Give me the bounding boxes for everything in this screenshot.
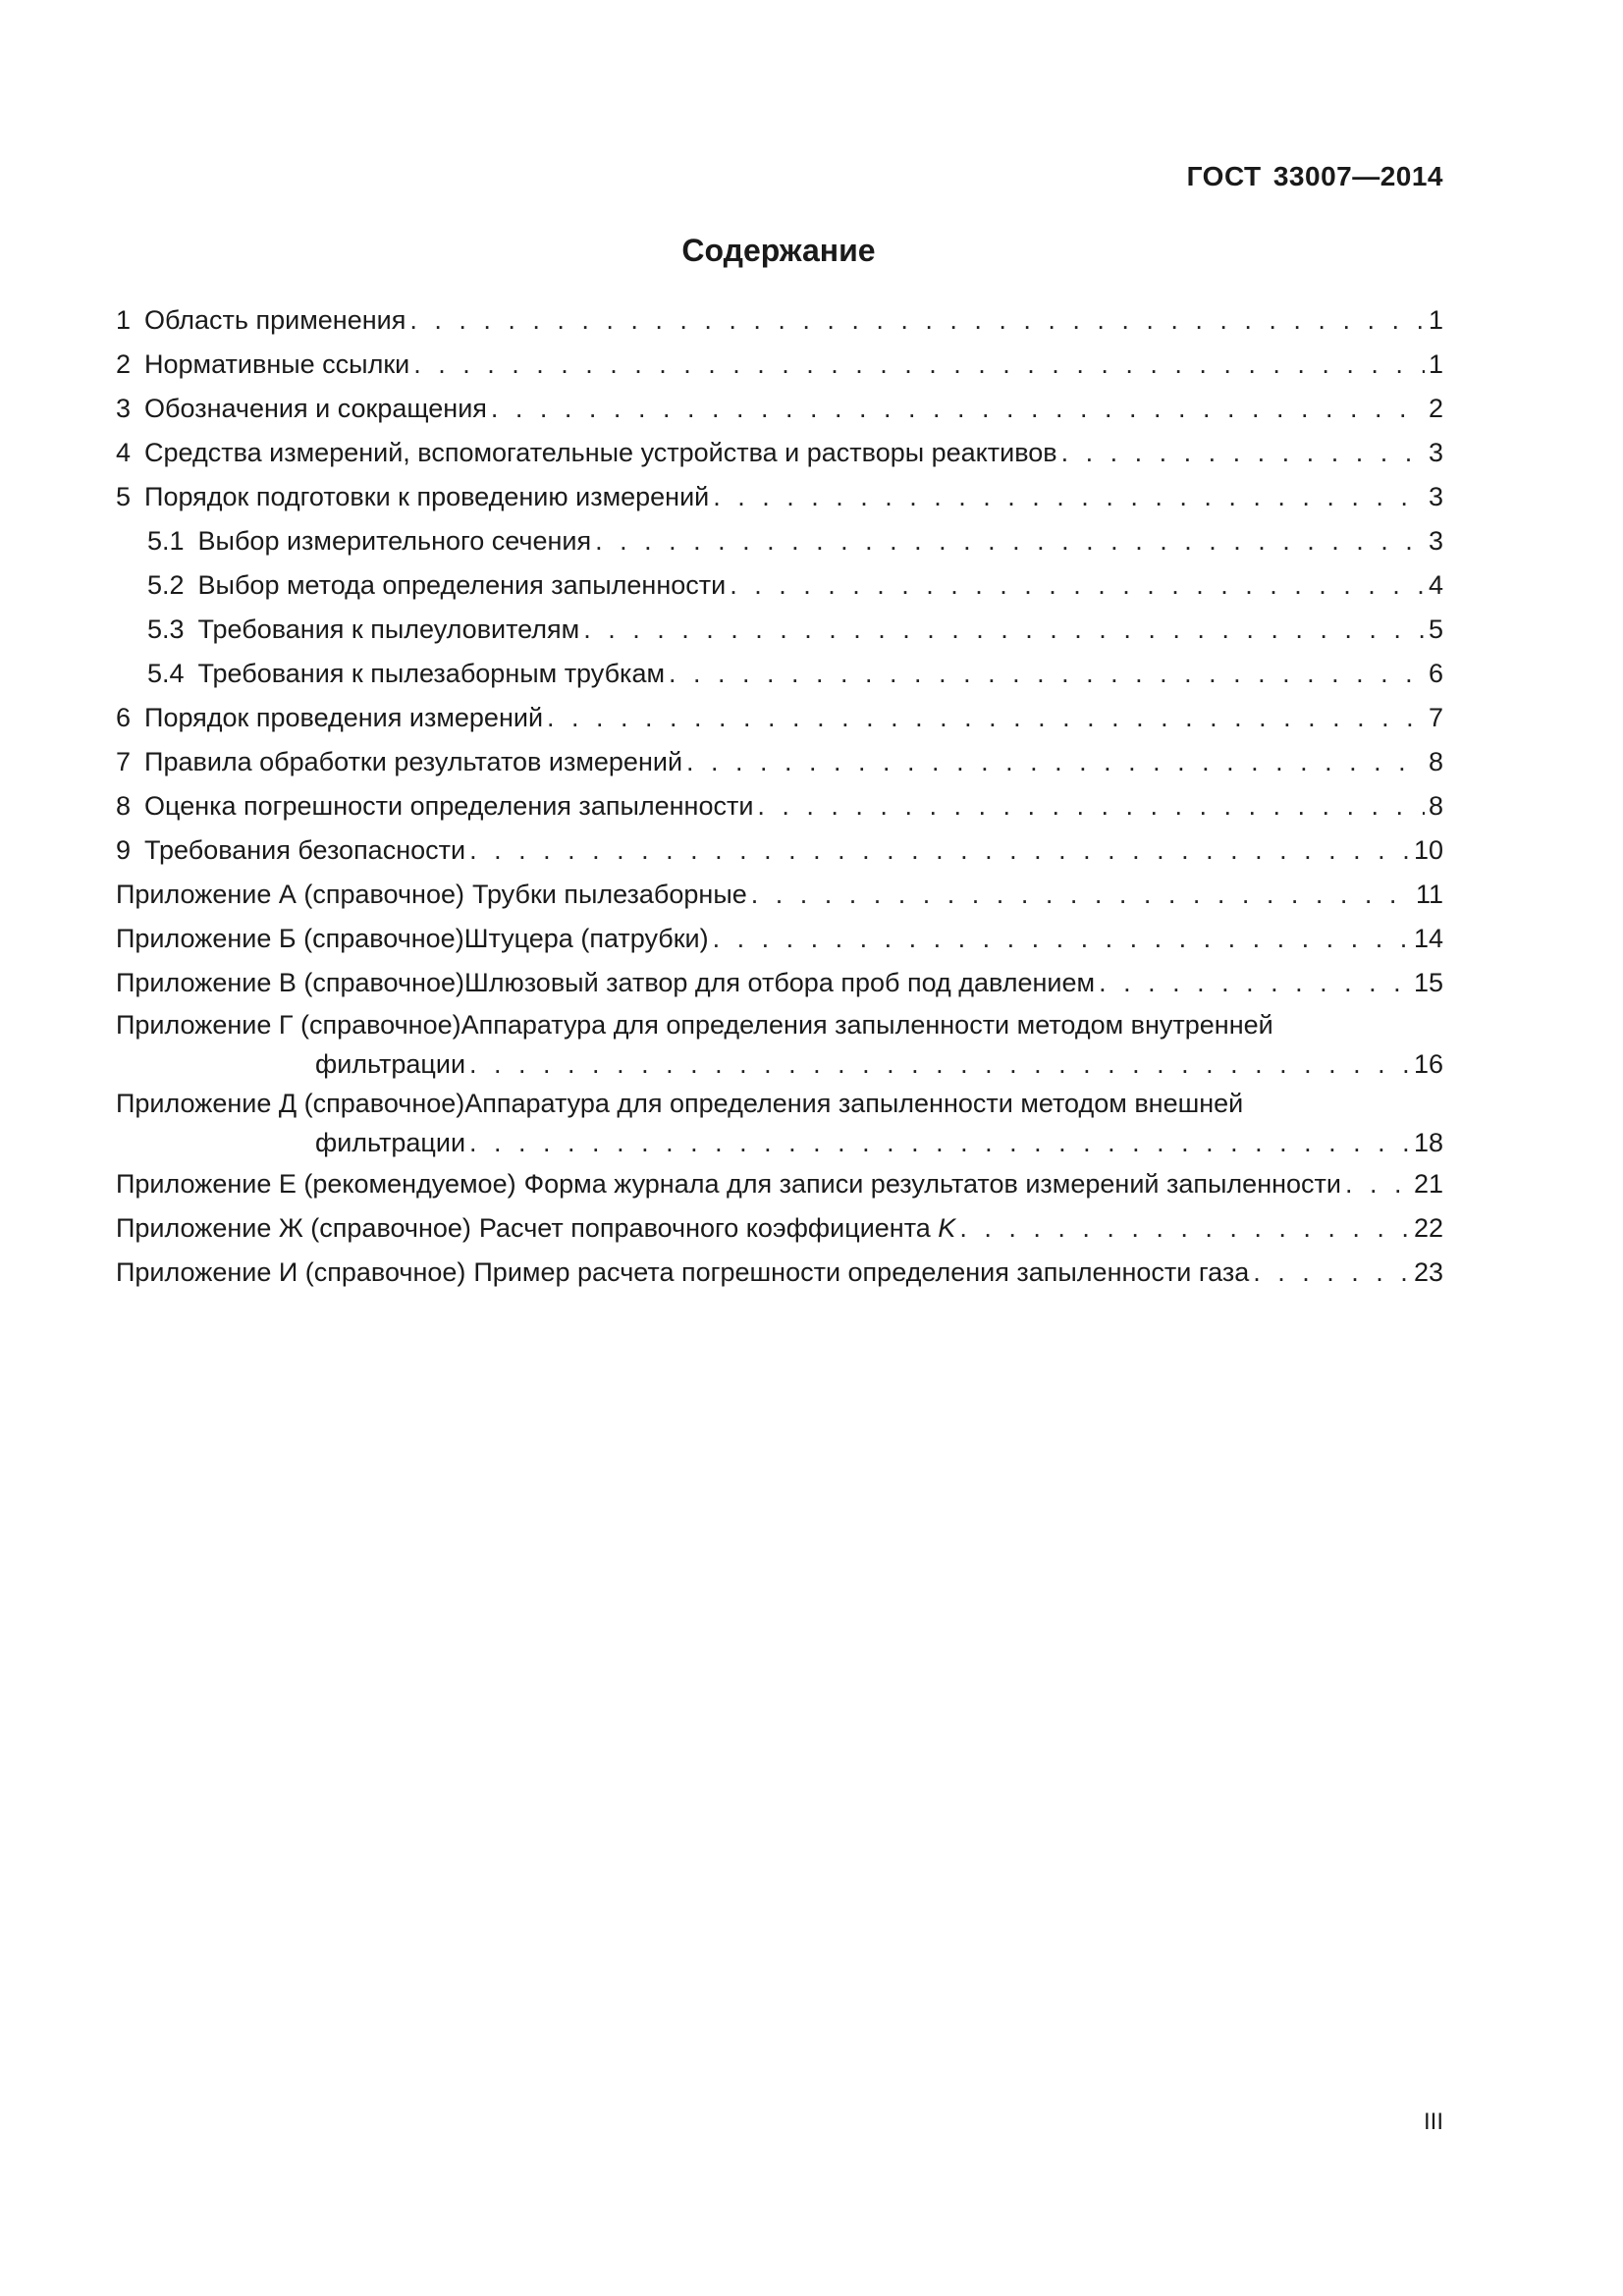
dot-leader — [713, 917, 1410, 961]
appendix-continuation-line — [116, 1123, 1443, 1162]
dot-leader — [469, 1123, 1410, 1162]
toc-entry-5-2[interactable] — [116, 563, 1443, 608]
toc-entry-page: 2 — [1428, 394, 1443, 423]
appendix-title-continuation: фильтрации — [315, 1049, 466, 1079]
toc-appendix-zh[interactable] — [116, 1206, 1443, 1251]
dot-leader — [713, 475, 1425, 519]
appendix-title: Аппаратура для определения запыленности методом внутренней — [460, 1010, 1273, 1040]
appendix-title: Шлюзовый затвор для отбора проб под давлением — [463, 968, 1096, 997]
toc-appendix-i[interactable] — [116, 1251, 1443, 1295]
toc-entry-text: Выбор измерительного сечения — [197, 526, 592, 556]
appendix-label: Приложение Ж (справочное) — [116, 1213, 471, 1243]
toc-entry-number: 7 — [116, 747, 132, 776]
toc-title: Содержание — [681, 233, 876, 268]
dot-leader — [491, 387, 1425, 431]
toc-entry-page: 4 — [1428, 570, 1443, 600]
toc-entry-3[interactable] — [116, 387, 1443, 431]
toc-entry-text: Требования к пылеуловителям — [197, 614, 580, 644]
toc-entry-text: Требования безопасности — [144, 835, 466, 865]
toc-entry-text: Обозначения и сокращения — [144, 394, 487, 423]
toc-entry-5-1[interactable] — [116, 519, 1443, 563]
toc-entry-number: 5.3 — [147, 614, 185, 644]
appendix-title-continuation: фильтрации — [315, 1128, 466, 1157]
dot-leader — [583, 608, 1425, 652]
toc-entry-text: Нормативные ссылки — [144, 349, 410, 379]
dot-leader — [730, 563, 1425, 608]
toc-entry-number: 3 — [116, 394, 132, 423]
toc-entry-page: 8 — [1428, 747, 1443, 776]
toc-entry-number: 1 — [116, 305, 132, 335]
toc-entry-8[interactable] — [116, 784, 1443, 828]
appendix-page: 23 — [1413, 1257, 1443, 1287]
toc-entry-5-4[interactable] — [116, 652, 1443, 696]
toc-entry-page: 8 — [1428, 791, 1443, 821]
appendix-title: Аппаратура для определения запыленности методом внешней — [464, 1089, 1244, 1118]
appendix-title: Форма журнала для записи результатов измерений запыленности — [523, 1169, 1341, 1199]
dot-leader — [409, 298, 1425, 343]
dot-leader — [1099, 961, 1410, 1005]
toc-entry-number: 5.1 — [147, 526, 185, 556]
dot-leader — [1345, 1162, 1410, 1206]
appendix-label: Приложение А (справочное) — [116, 880, 464, 909]
toc-entry-text: Порядок проведения измерений — [144, 703, 544, 732]
appendix-label: Приложение Д (справочное) — [116, 1089, 465, 1118]
appendix-label: Приложение И (справочное) — [116, 1257, 466, 1287]
dot-leader — [595, 519, 1425, 563]
page-number: III — [1423, 2109, 1443, 2135]
toc-entry-9[interactable] — [116, 828, 1443, 873]
toc-entry-text: Оценка погрешности определения запыленности — [144, 791, 754, 821]
appendix-page: 11 — [1415, 880, 1443, 909]
toc-entry-text: Требования к пылезаборным трубкам — [197, 659, 666, 688]
toc-entry-text: Выбор метода определения запыленности — [197, 570, 727, 600]
toc-entry-2[interactable] — [116, 343, 1443, 387]
appendix-continuation-line — [116, 1044, 1443, 1084]
toc-appendix-g[interactable] — [116, 1005, 1443, 1084]
dot-leader — [547, 696, 1425, 740]
appendix-first-line — [116, 1084, 1443, 1123]
document-code: ГОСТ 33007—2014 — [1186, 161, 1443, 191]
toc-entry-5[interactable] — [116, 475, 1443, 519]
toc-appendix-e[interactable] — [116, 1162, 1443, 1206]
appendix-page: 18 — [1413, 1128, 1443, 1157]
dot-leader — [757, 784, 1425, 828]
toc-entry-page: 3 — [1428, 438, 1443, 467]
toc-entry-page: 3 — [1428, 482, 1443, 511]
toc-entry-page: 3 — [1428, 526, 1443, 556]
toc-entry-number: 5.2 — [147, 570, 185, 600]
appendix-page: 14 — [1413, 924, 1443, 953]
toc-entry-number: 8 — [116, 791, 132, 821]
toc-entry-page: 1 — [1428, 349, 1443, 379]
appendix-label: Приложение Е (рекомендуемое) — [116, 1169, 516, 1199]
dot-leader — [686, 740, 1425, 784]
dot-leader — [959, 1206, 1410, 1251]
appendix-label: Приложение Г (справочное) — [116, 1010, 461, 1040]
dot-leader — [469, 828, 1410, 873]
appendix-page: 15 — [1413, 968, 1443, 997]
toc-entry-text: Порядок подготовки к проведению измерений — [144, 482, 710, 511]
appendix-title: Пример расчета погрешности определения запыленности газа — [473, 1257, 1250, 1287]
toc-entry-text: Правила обработки результатов измерений — [144, 747, 683, 776]
toc-entry-page: 5 — [1428, 614, 1443, 644]
toc-entry-page: 1 — [1428, 305, 1443, 335]
dot-leader — [469, 1044, 1410, 1084]
toc-entry-number: 5 — [116, 482, 132, 511]
toc-entry-text: Средства измерений, вспомогательные устройства и растворы реактивов — [144, 438, 1057, 467]
toc-entry-4[interactable] — [116, 431, 1443, 475]
dot-leader — [669, 652, 1425, 696]
toc-entry-7[interactable] — [116, 740, 1443, 784]
table-of-contents — [116, 298, 1443, 1295]
coefficient-symbol: K — [938, 1213, 956, 1243]
appendix-title: Штуцера (патрубки) — [463, 924, 709, 953]
toc-entry-number: 5.4 — [147, 659, 185, 688]
toc-entry-5-3[interactable] — [116, 608, 1443, 652]
toc-entry-page: 7 — [1428, 703, 1443, 732]
toc-entry-1[interactable] — [116, 298, 1443, 343]
appendix-page: 21 — [1413, 1169, 1443, 1199]
dot-leader — [1253, 1251, 1410, 1295]
appendix-page: 22 — [1413, 1213, 1443, 1243]
toc-appendix-b[interactable] — [116, 917, 1443, 961]
toc-entry-6[interactable] — [116, 696, 1443, 740]
appendix-label: Приложение Б (справочное) — [116, 924, 464, 953]
appendix-title-text: Расчет поправочного коэффициента — [478, 1213, 931, 1243]
toc-entry-text: Область применения — [144, 305, 406, 335]
toc-appendix-a[interactable] — [116, 873, 1443, 917]
appendix-label: Приложение В (справочное) — [116, 968, 464, 997]
dot-leader — [1061, 431, 1425, 475]
toc-entry-page: 10 — [1413, 835, 1443, 865]
dot-leader — [751, 873, 1412, 917]
appendix-page: 16 — [1413, 1049, 1443, 1079]
toc-appendix-v[interactable] — [116, 961, 1443, 1005]
toc-entry-page: 6 — [1428, 659, 1443, 688]
toc-entry-number: 9 — [116, 835, 132, 865]
toc-entry-number: 2 — [116, 349, 132, 379]
toc-entry-number: 4 — [116, 438, 132, 467]
toc-appendix-d[interactable] — [116, 1084, 1443, 1162]
appendix-title — [479, 1206, 955, 1251]
appendix-first-line — [116, 1005, 1443, 1044]
appendix-title: Трубки пылезаборные — [471, 880, 747, 909]
toc-entry-number: 6 — [116, 703, 132, 732]
dot-leader — [413, 343, 1425, 387]
